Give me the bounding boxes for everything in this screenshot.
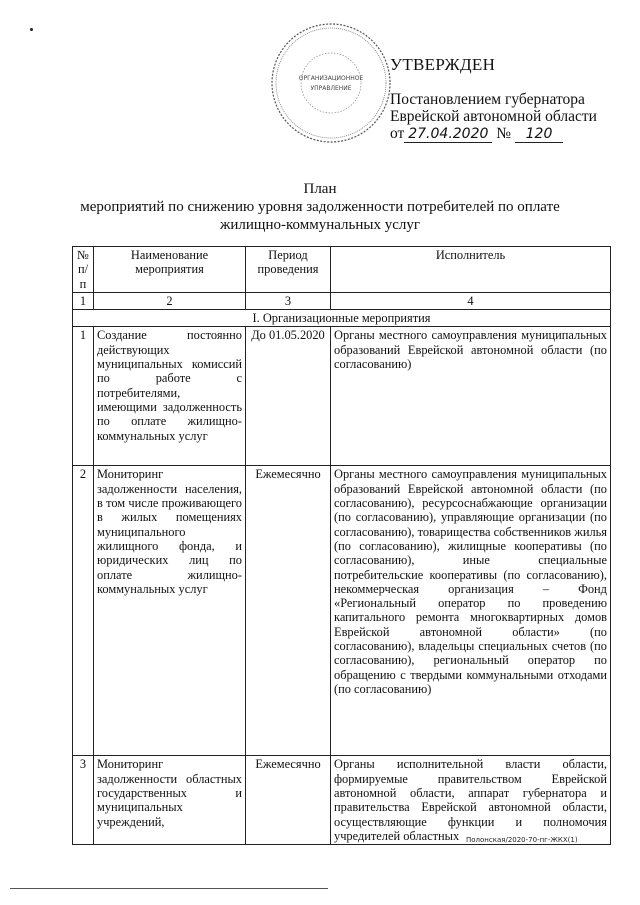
approval-block: [390, 56, 610, 143]
table-header-row: [73, 247, 611, 293]
row-name: Создание постоянно действующих муниципальных комиссий по работе с потребителями, имеющими задолженность по оплате жилищно-коммунальных услуг: [94, 327, 246, 466]
header-period: Период проведения: [246, 247, 331, 293]
title-line-3: жилищно-коммунальных услуг: [220, 217, 420, 233]
row-period: Ежемесячно: [246, 756, 331, 845]
decree-number: 120: [515, 127, 563, 143]
document-code: Полонская/2020-70-пг-ЖКХ(1): [466, 836, 578, 844]
column-number-row: [73, 292, 611, 309]
number-label: №: [496, 125, 511, 142]
approved-label: УТВЕРЖДЕН: [390, 55, 496, 74]
from-label: от: [390, 125, 405, 142]
row-num: 3: [73, 756, 94, 845]
column-number: 2: [94, 292, 246, 309]
bottom-divider: [10, 888, 328, 889]
header-executor: Исполнитель: [331, 247, 611, 293]
document-title: [70, 180, 570, 234]
row-name: Мониторинг задолженности населения, в том числе проживающего в жилых помещениях муниципального жилищного фонда, и юридических лиц по оплате жилищно-коммунальных услуг: [94, 466, 246, 756]
section-title: I. Организационные мероприятия: [73, 310, 611, 327]
column-number: 1: [73, 292, 94, 309]
row-period: Ежемесячно: [246, 466, 331, 756]
table-row: [73, 756, 611, 845]
table-row: [73, 466, 611, 756]
title-line-2: мероприятий по снижению уровня задолженности потребителей по оплате: [80, 199, 560, 215]
row-name: Мониторинг задолженности областных государственных и муниципальных учреждений,: [94, 756, 246, 845]
decree-date-number: [390, 125, 610, 143]
column-number: 4: [331, 292, 611, 309]
row-num: 2: [73, 466, 94, 756]
seal-line-1: ОРГАНИЗАЦИОННОЕ: [298, 75, 364, 82]
section-row: [73, 310, 611, 327]
header-name: Наименование мероприятия: [94, 247, 246, 293]
decree-date: 27.04.2020: [404, 127, 492, 143]
column-number: 3: [246, 292, 331, 309]
scan-dot: [30, 28, 33, 31]
row-executor: Органы исполнительной власти области, формируемые правительством Еврейской автономной области, аппарат губернатора и правительства Еврейской автономной области, осуществляющие функции и полномочия учредителей областных: [331, 756, 611, 845]
decree-line-2: Еврейской автономной области: [390, 108, 597, 125]
official-seal-icon: [268, 20, 394, 146]
table-row: [73, 327, 611, 466]
row-executor: Органы местного самоуправления муниципальных образований Еврейской автономной области (по согласованию): [331, 327, 611, 466]
header-num: № п/п: [73, 247, 94, 293]
row-executor: Органы местного самоуправления муниципальных образований Еврейской автономной области (по согласованию), ресурсоснабжающие организации (по согласованию), управляющие организации (по согласованию), товарищества собственников жилья (по согласованию), жилищные кооперативы (по согласованию), иные специальные потребительские кооперативы (по согласованию), некоммерческая организация – Фонд «Региональный оператор по проведению капитального ремонта многоквартирных домов Еврейской автономной области» (по согласованию), владельцы специальных счетов (по согласованию), региональный оператор по обращению с твердыми коммунальными отходами (по согласованию): [331, 466, 611, 756]
title-line-1: План: [303, 181, 337, 197]
plan-table: [72, 246, 611, 845]
decree-line-1: Постановлением губернатора: [390, 91, 585, 108]
row-num: 1: [73, 327, 94, 466]
seal-line-2: УПРАВЛЕНИЕ: [310, 85, 352, 92]
row-period: До 01.05.2020: [246, 327, 331, 466]
